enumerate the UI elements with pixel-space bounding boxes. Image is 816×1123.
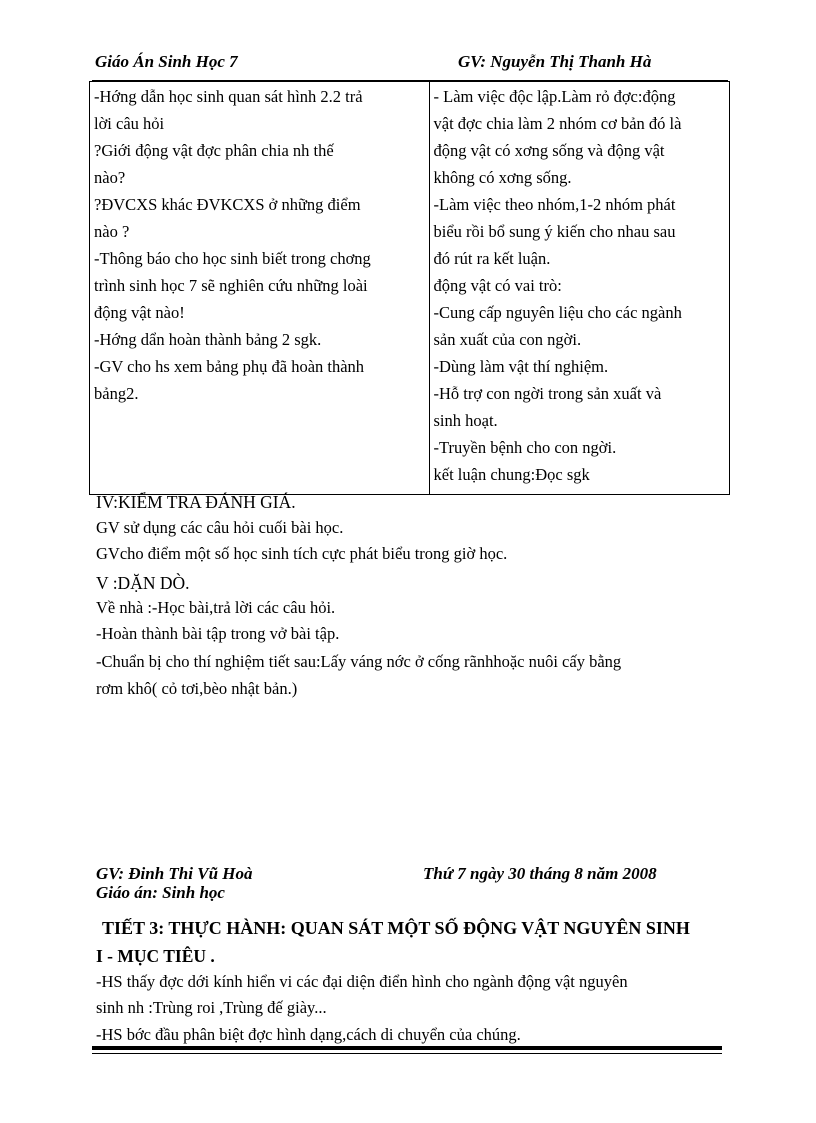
section-5-line: rơm khô( cỏ tơi,bèo nhật bản.) [96,679,298,698]
section-4-line: GVcho điểm một số học sinh tích cực phát biểu trong giờ học. [96,544,508,563]
table-line: vật đợc chia làm 2 nhóm cơ bản đó là [433,114,682,133]
table-line: -GV cho hs xem bảng phụ đã hoàn thành [94,357,365,376]
table-line: -Dùng làm vật thí nghiệm. [433,357,609,376]
bottom-thick-rule [92,1046,722,1050]
table-line: sản xuất của con ngời. [433,330,582,349]
table-line: -Hỗ trợ con ngời trong sản xuất và [433,384,662,403]
table-line: trình sinh học 7 sẽ nghiên cứu những loài [94,276,368,295]
teacher-activity-cell [90,82,430,495]
section-4-heading: IV:KIỂM TRA ĐÁNH GIÁ. [96,492,296,512]
table-row [90,82,730,495]
objective-heading: I - MỤC TIÊU . [96,946,215,966]
objective-line: -HS thấy đợc dới kính hiển vi các đại diện điển hình cho ngành động vật nguyên [96,972,628,991]
table-line: -Hớng dẫn học sinh quan sát hình 2.2 trả [94,87,363,106]
table-line: kết luận chung:Đọc sgk [433,465,590,484]
table-line: lời câu hỏi [94,114,165,133]
table-line: đó rút ra kết luận. [433,249,551,268]
table-line: không có xơng sống. [433,168,572,187]
section-5-line: -Chuẩn bị cho thí nghiệm tiết sau:Lấy váng nớc ở cống rãnhhoặc nuôi cấy bằng [96,652,622,671]
objective-line: sinh nh :Trùng roi ,Trùng đế giày... [96,998,327,1017]
student-activity-cell [429,82,729,495]
footer-teacher: GV: Đinh Thi Vũ Hoà [96,864,253,883]
table-line: nào? [94,168,126,187]
section-5-line: Về nhà :-Học bài,trả lời các câu hỏi. [96,598,336,617]
section-5-heading: V :DẶN DÒ. [96,573,190,593]
table-line: động vật nào! [94,303,185,322]
table-line: động vật có xơng sống và động vật [433,141,665,160]
table-line: -Thông báo cho học sinh biết trong chơng [94,249,371,268]
table-line: -Cung cấp nguyên liệu cho các ngành [433,303,682,322]
table-line: bảng2. [94,384,139,403]
section-5-line: -Hoàn thành bài tập trong vở bài tập. [96,624,340,643]
footer-subject: Giáo án: Sinh học [96,883,225,902]
table-line: - Làm việc độc lập.Làm rỏ đợc:động [433,87,676,106]
table-line: sinh hoạt. [433,411,498,430]
header-teacher: GV: Nguyễn Thị Thanh Hà [458,52,652,71]
section-4-line: GV sử dụng các câu hỏi cuối bài học. [96,518,344,537]
table-line: biểu rồi bổ sung ý kiến cho nhau sau [433,222,676,241]
lesson-activity-table [89,81,730,495]
table-line: -Hớng dẩn hoàn thành bảng 2 sgk. [94,330,322,349]
bottom-thin-rule [92,1053,722,1054]
lesson-title: TIẾT 3: THỰC HÀNH: QUAN SÁT MỘT SỐ ĐỘNG VẬT NGUYÊN SINH [102,918,690,938]
table-line: -Truyền bệnh cho con ngời. [433,438,617,457]
objective-line: -HS bớc đầu phân biệt đợc hình dạng,cách di chuyển của chúng. [96,1025,521,1044]
table-line: ?ĐVCXS khác ĐVKCXS ở những điểm [94,195,361,214]
header-subject: Giáo Án Sinh Học 7 [95,52,238,71]
table-line: -Làm việc theo nhóm,1-2 nhóm phát [433,195,676,214]
footer-date: Thứ 7 ngày 30 tháng 8 năm 2008 [423,864,657,883]
table-line: ?Giới động vật đợc phân chia nh thế [94,141,334,160]
table-line: nào ? [94,222,130,241]
table-line: động vật có vai trò: [433,276,562,295]
